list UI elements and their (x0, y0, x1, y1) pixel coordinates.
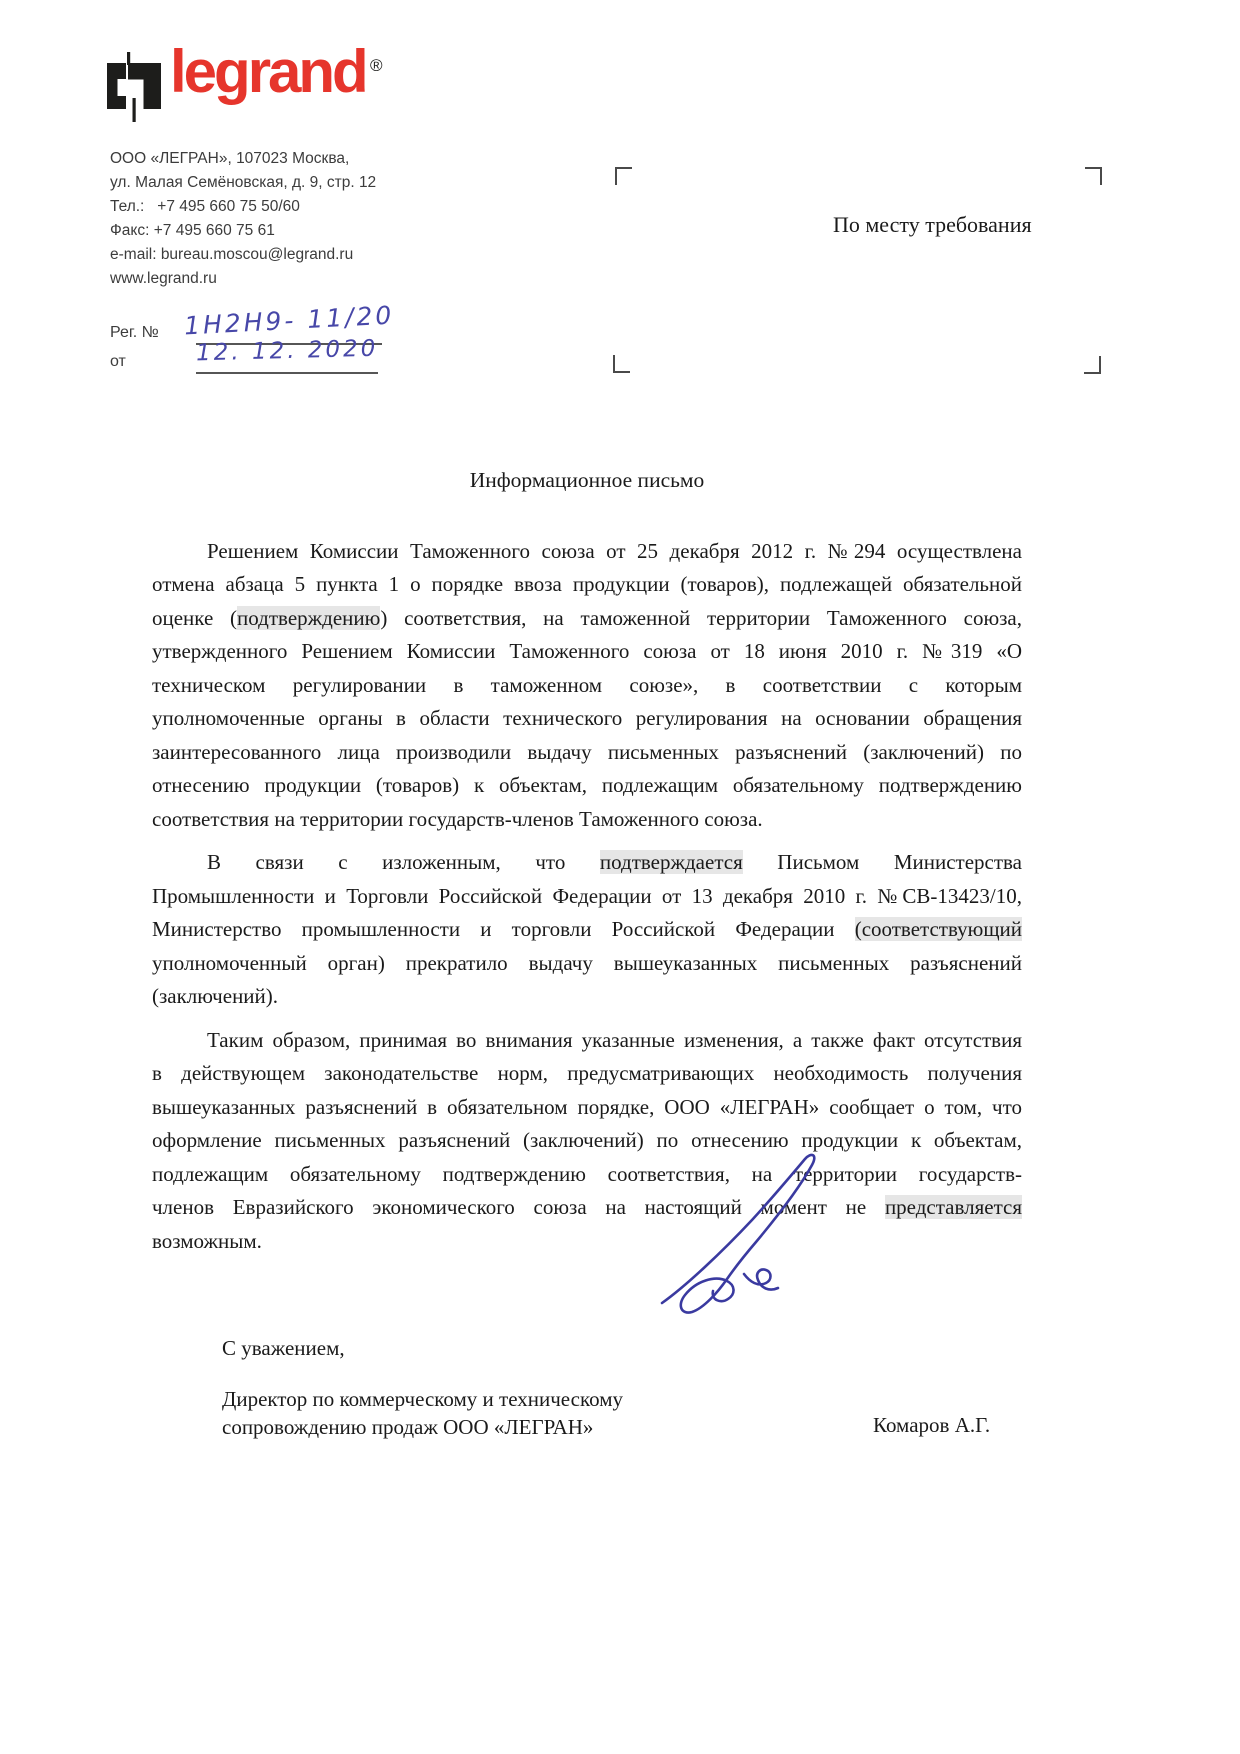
text-line: Таким образом, принимая во внимания указанные изменения, а также факт отсутствия (207, 1027, 1022, 1052)
reg-number-label: Рег. № (110, 324, 159, 341)
text-line: отмена абзаца 5 пункта 1 о порядке ввоза продукции (товаров), подлежащей обязательной (152, 572, 1022, 596)
text-line: Решением Комиссии Таможенного союза от 25 декабря 2012 г. №294 осуществлена (207, 538, 1022, 563)
signer-position (222, 1386, 623, 1441)
signer-position-line: сопровождению продаж ООО «ЛЕГРАН» (222, 1414, 594, 1439)
salutation: С уважением, (222, 1336, 345, 1360)
text-line: уполномоченные органы в области технического регулирования на основании обращения (152, 706, 1022, 730)
legrand-mark-icon (107, 52, 161, 122)
text-line: уполномоченный орган) прекратило выдачу вышеуказанных письменных разъяснений (152, 950, 1022, 975)
legrand-wordmark: legrand (170, 38, 366, 105)
recipient-line: По месту требования (833, 212, 1032, 237)
text-line: Министерство промышленности и торговли Российской Федерации (соответствующий (152, 917, 1022, 941)
address-corner-mark-top-right (1085, 167, 1102, 185)
text-line: заинтересованного лица производили выдачу письменных разъяснений (заключений) по (152, 739, 1022, 764)
company-contact-line: Факс: +7 495 660 75 61 (110, 222, 275, 239)
company-contact-block (110, 147, 376, 291)
text-line: оценке (подтверждению) соответствия, на таможенной территории Таможенного союза, (152, 605, 1023, 630)
signer-name: Комаров А.Г. (873, 1413, 991, 1437)
text-line: оформление письменных разъяснений (заключений) по отнесению продукции к объектам, (152, 1128, 1022, 1152)
text-line: В связи с изложенным, что подтверждается Письмом Министерства (207, 850, 1022, 874)
text-line: вышеуказанных разъяснений в обязательном порядке, ООО «ЛЕГРАН» сообщает о том, что (152, 1094, 1022, 1119)
date-underline (196, 372, 378, 374)
date-label: от (110, 353, 126, 370)
paragraph (152, 535, 1022, 837)
company-contact-line: e-mail: bureau.moscou@legrand.ru (110, 246, 354, 263)
text-line: возможным. (152, 1228, 262, 1253)
address-corner-mark-bottom-left (613, 355, 630, 373)
handwritten-signature (648, 1146, 863, 1318)
paragraph (152, 846, 1022, 1014)
text-line: техническом регулировании в таможенном союзе», в соответствии с которым (152, 672, 1022, 697)
company-contact-line: www.legrand.ru (110, 270, 217, 287)
letter-paragraphs (152, 535, 1022, 1259)
registered-trademark-symbol: ® (370, 56, 383, 75)
text-line: утвержденного Решением Комиссии Таможенного союза от 18 июня 2010 г. №319 «О (152, 639, 1022, 663)
date-handwritten: 12. 12. 2020 (195, 335, 379, 367)
text-line: отнесению продукции (товаров) к объектам, подлежащим обязательному подтверждению (152, 773, 1022, 797)
address-corner-mark-top-left (615, 167, 632, 185)
text-line: подлежащим обязательному подтверждению соответствия, на территории государств- (152, 1161, 1022, 1186)
company-contact-line: Тел.: +7 495 660 75 50/60 (110, 198, 300, 215)
reg-number-handwritten: 1Н2Н9- 11/20 (183, 300, 395, 341)
address-corner-mark-bottom-right (1084, 356, 1101, 374)
letter-body (152, 464, 1022, 1268)
text-line: членов Евразийского экономического союза на настоящий момент не представляется (152, 1195, 1022, 1219)
text-line: соответствия на территории государств-членов Таможенного союза. (152, 806, 763, 831)
text-line: Промышленности и Торговли Российской Федерации от 13 декабря 2010 г. №СВ-13423/10, (152, 883, 1022, 908)
text-line: (заключений). (152, 984, 279, 1008)
paragraph (152, 1024, 1022, 1259)
letter-title: Информационное письмо (469, 468, 705, 492)
signer-position-line: Директор по коммерческому и техническому (222, 1387, 623, 1411)
company-contact-line: ул. Малая Семёновская, д. 9, стр. 12 (110, 174, 377, 191)
text-line: в действующем законодательстве норм, предусматривающих необходимость получения (152, 1061, 1022, 1085)
company-contact-line: ООО «ЛЕГРАН», 107023 Москва, (110, 150, 350, 167)
